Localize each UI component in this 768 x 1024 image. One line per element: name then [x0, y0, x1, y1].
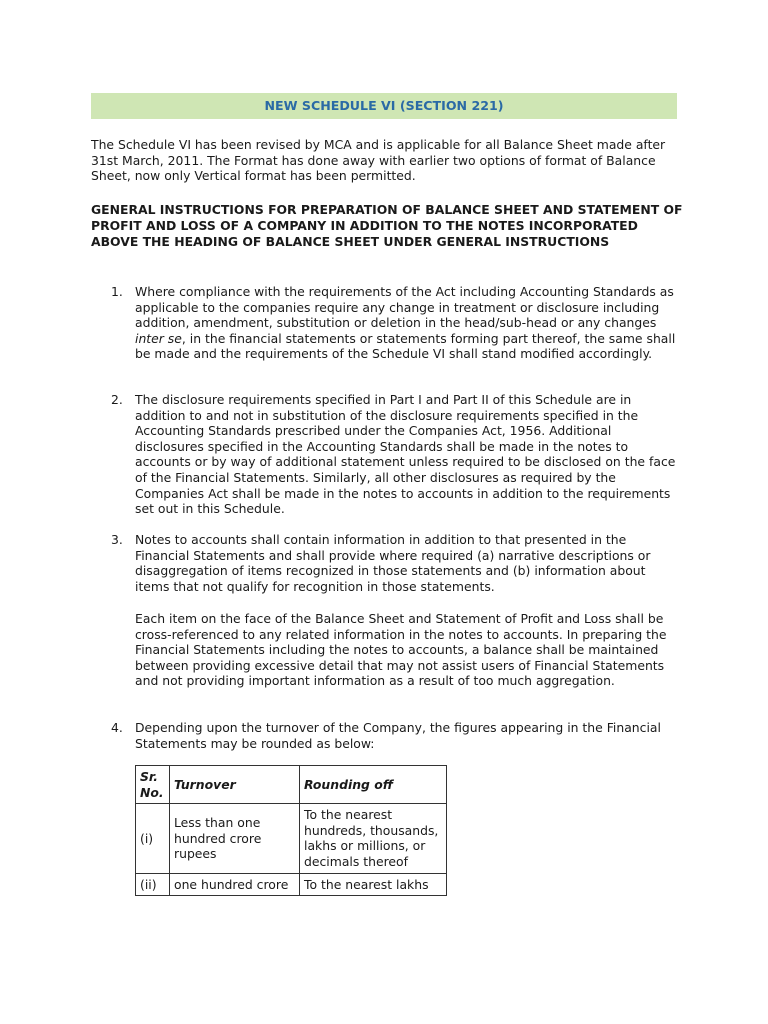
rounding-table	[135, 765, 447, 896]
list-item-text	[135, 284, 683, 362]
list-number: 2.	[111, 392, 123, 407]
italic-term: inter se	[135, 330, 182, 346]
list-item-1	[111, 284, 689, 362]
page-title: NEW SCHEDULE VI (SECTION 221)	[91, 93, 677, 119]
table-row	[136, 873, 447, 896]
table-cell: Less than one hundred crore rupees	[170, 804, 300, 873]
item-text-part: , in the financial statements or statements forming part thereof, the same shall be made and the requirements of the Schedule VI shall stand modified accordingly.	[135, 330, 676, 362]
table-cell: To the nearest hundreds, thousands, lakhs or millions, or decimals thereof	[300, 804, 447, 873]
list-number: 1.	[111, 284, 123, 299]
table-cell: one hundred crore	[170, 873, 300, 896]
column-header-sr-no: Sr. No.	[136, 766, 170, 804]
list-item-3-paragraph-2: Each item on the face of the Balance Sheet and Statement of Profit and Loss shall be cross-referenced to any related information in the notes to accounts. In preparing the Financial Statements including the notes to accounts, a balance shall be maintained between providing excessive detail that may not assist users of Financial Statements and not providing important information as a result of too much aggregation.	[135, 611, 667, 689]
intro-paragraph: The Schedule VI has been revised by MCA and is applicable for all Balance Sheet made after 31st March, 2011. The Format has done away with earlier two options of format of Balance Sheet, now only Vertical format has been permitted.	[91, 137, 666, 184]
table-cell: (i)	[136, 804, 170, 873]
item-text-part: Where compliance with the requirements of the Act including Accounting Standards as applicable to the companies require any change in treatment or disclosure including addition, amendment, substitution or deletion in the head/sub-head or any changes	[135, 284, 674, 331]
list-item-2	[111, 392, 689, 517]
table-row	[136, 804, 447, 873]
table-cell: (ii)	[136, 873, 170, 896]
list-number: 4.	[111, 720, 123, 735]
section-heading: GENERAL INSTRUCTIONS FOR PREPARATION OF BALANCE SHEET AND STATEMENT OF PROFIT AND LOSS OF A COMPANY IN ADDITION TO THE NOTES INCORPORATED ABOVE THE HEADING OF BALANCE SHEET UNDER GENERAL INSTRUCTIONS	[91, 202, 683, 250]
table-cell: To the nearest lakhs	[300, 873, 447, 896]
list-item-text: The disclosure requirements specified in Part I and Part II of this Schedule are in addition to and not in substitution of the disclosure requirements specified in the Accounting Standards prescribed under the Companies Act, 1956. Additional disclosures specified in the Accounting Standards shall be made in the notes to accounts or by way of additional statement unless required to be disclosed on the face of the Financial Statements. Similarly, all other disclosures as required by the Companies Act shall be made in the notes to accounts in addition to the requirements set out in this Schedule.	[135, 392, 676, 517]
list-item-text: Depending upon the turnover of the Company, the figures appearing in the Financial Statements may be rounded as below:	[135, 720, 661, 751]
column-header-rounding-off: Rounding off	[300, 766, 447, 804]
list-item-4	[111, 720, 689, 751]
list-item-text: Notes to accounts shall contain information in addition to that presented in the Financial Statements and shall provide where required (a) narrative descriptions or disaggregation of items recognized in those statements and (b) information about items that not qualify for recognition in those statements.	[135, 532, 651, 594]
table-header-row	[136, 766, 447, 804]
list-item-3	[111, 532, 689, 594]
list-number: 3.	[111, 532, 123, 547]
column-header-turnover: Turnover	[170, 766, 300, 804]
